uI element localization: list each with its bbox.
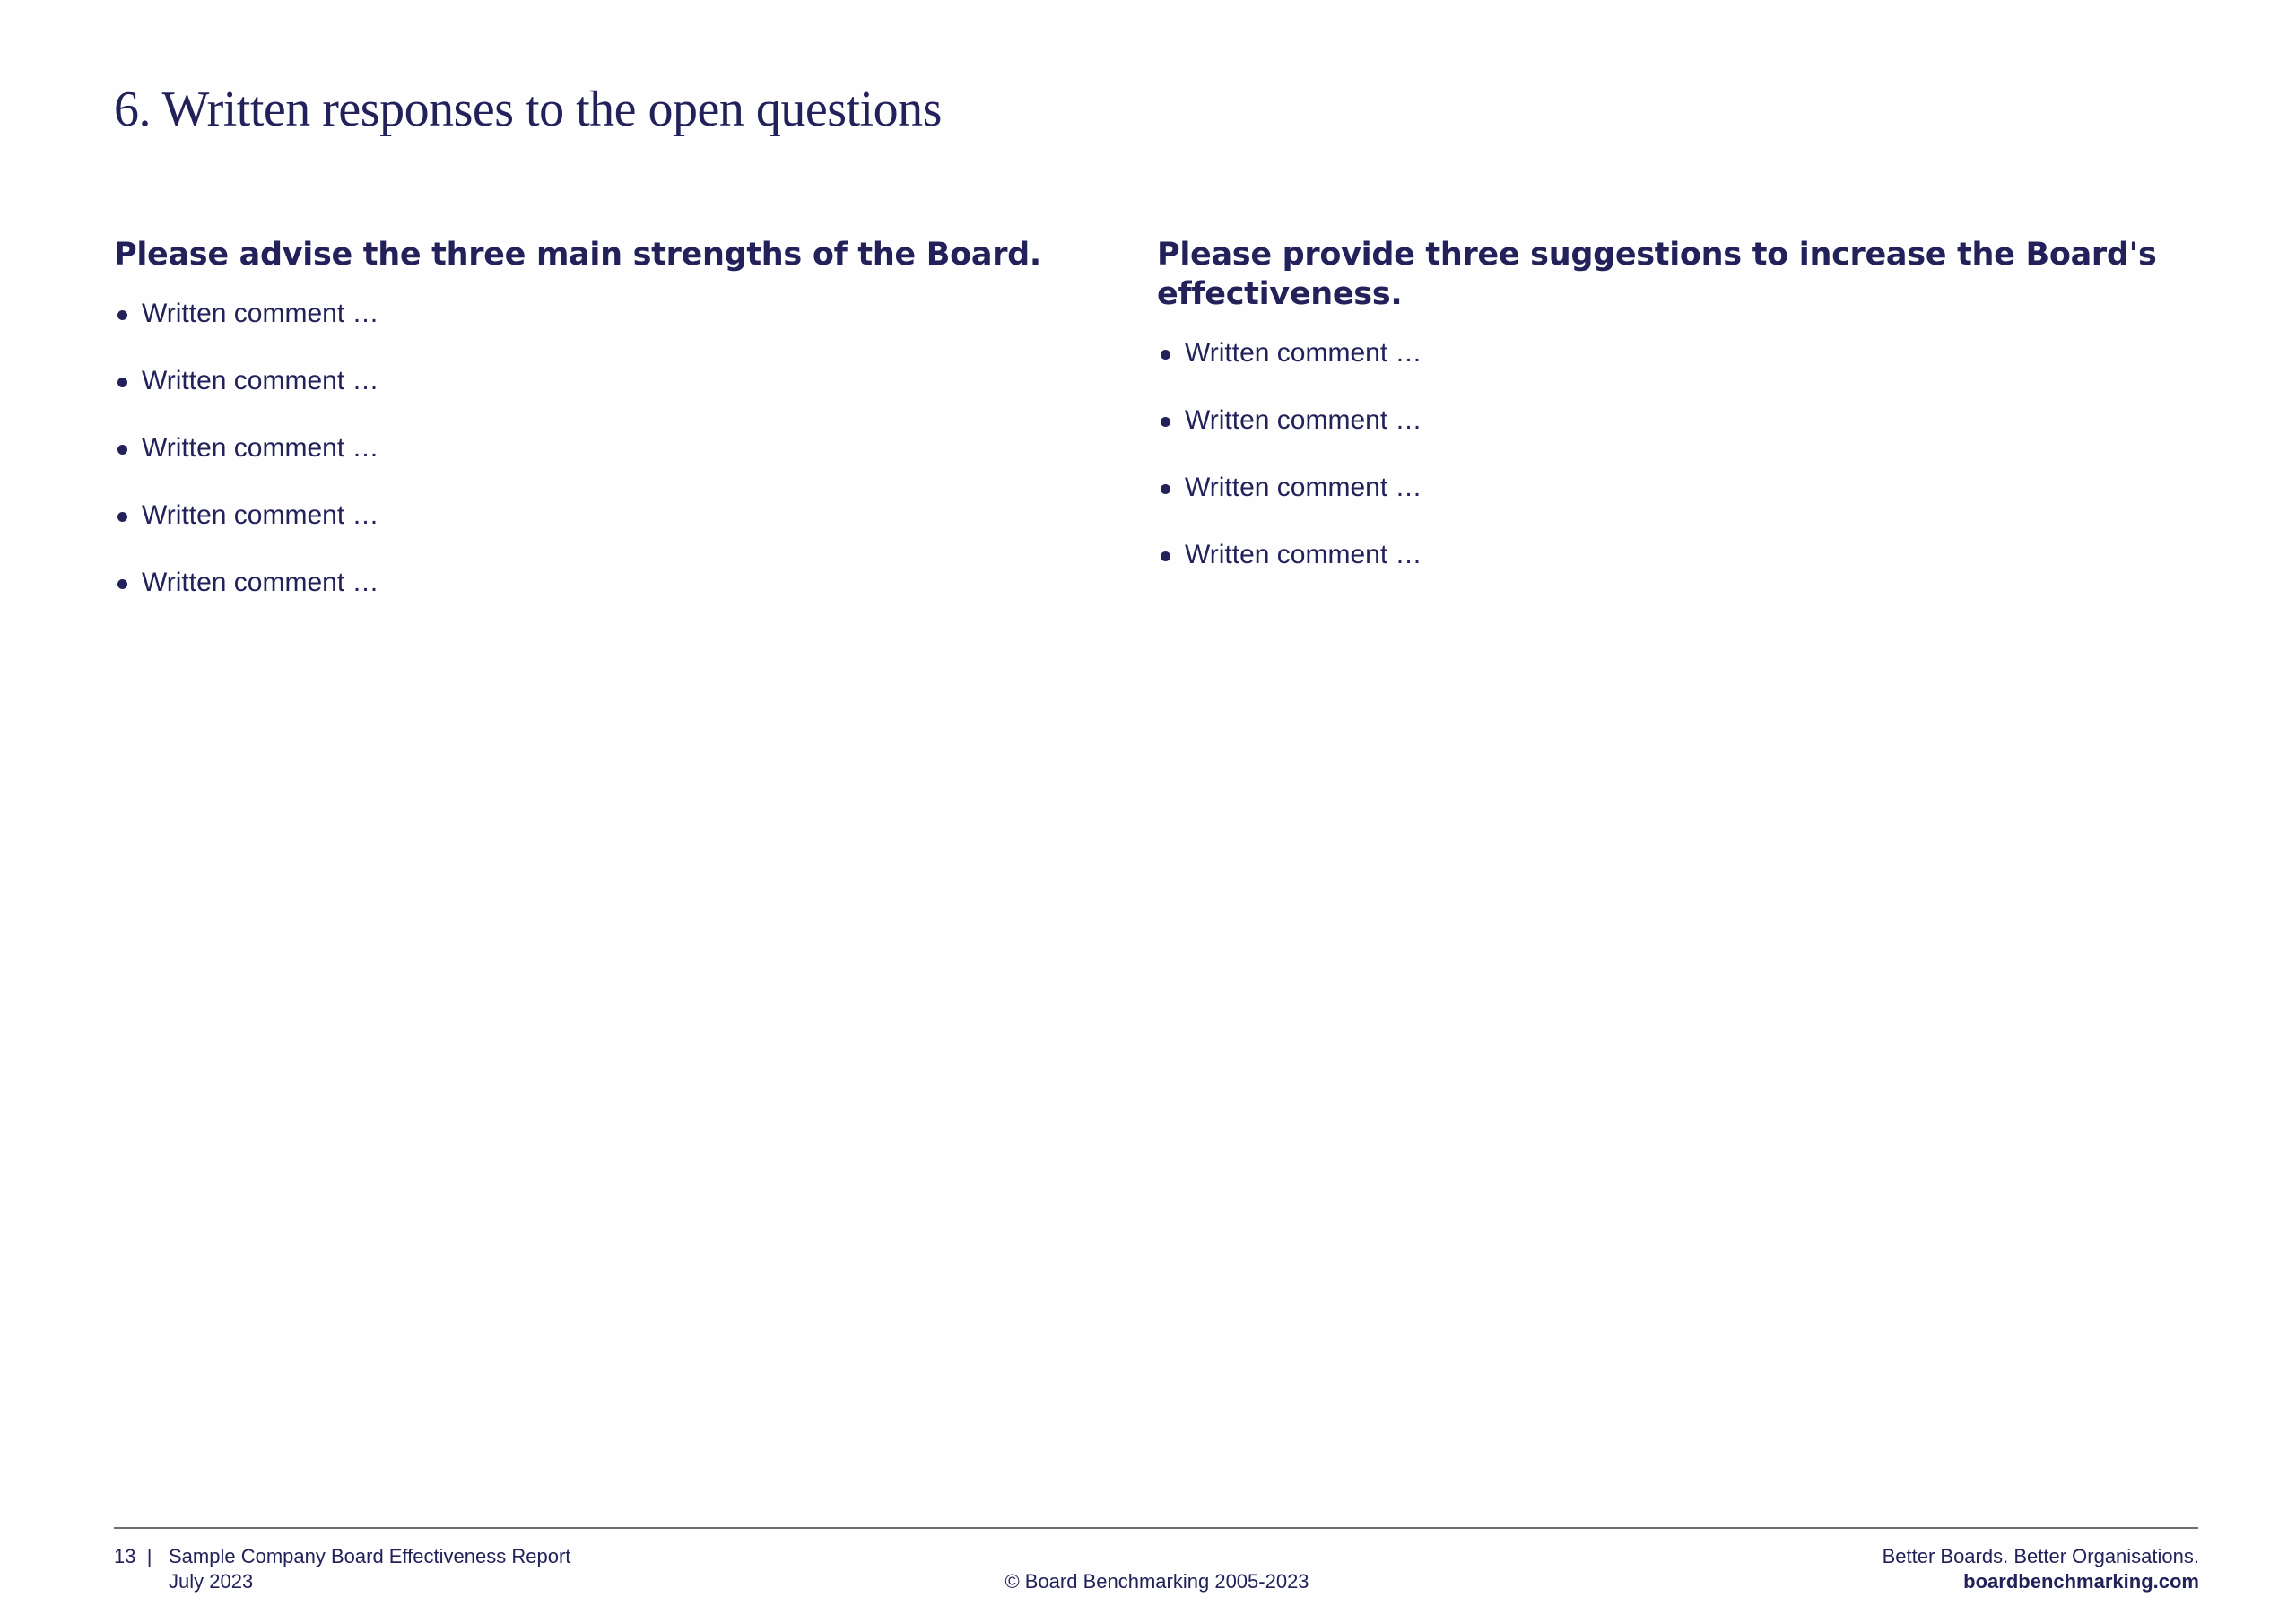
bullet-icon bbox=[1161, 350, 1170, 360]
comment-text: Written comment … bbox=[142, 433, 379, 463]
footer-separator: | bbox=[146, 1545, 152, 1567]
comment-text: Written comment … bbox=[1185, 473, 1422, 502]
list-item bbox=[1157, 539, 2197, 606]
suggestions-question: Please provide three suggestions to increase the Board's effectiveness. bbox=[1157, 237, 2157, 312]
comment-text: Written comment … bbox=[142, 366, 379, 395]
bullet-icon bbox=[117, 512, 127, 522]
list-item bbox=[114, 432, 1065, 499]
bullet-icon bbox=[117, 310, 127, 320]
bullet-icon bbox=[1161, 551, 1170, 561]
footer-branding bbox=[1883, 1544, 2199, 1594]
list-item bbox=[114, 298, 1065, 365]
bullet-icon bbox=[117, 579, 127, 589]
list-item bbox=[1157, 337, 2197, 404]
footer-divider bbox=[114, 1527, 2198, 1529]
suggestions-comment-list bbox=[1157, 337, 2197, 606]
strengths-section bbox=[114, 235, 1065, 634]
comment-text: Written comment … bbox=[1185, 540, 1422, 569]
list-item bbox=[1157, 404, 2197, 472]
list-item bbox=[114, 567, 1065, 634]
report-title: Sample Company Board Effectiveness Report bbox=[169, 1545, 571, 1567]
strengths-question: Please advise the three main strengths of the Board. bbox=[114, 237, 1041, 273]
bullet-icon bbox=[1161, 484, 1170, 494]
comment-text: Written comment … bbox=[142, 299, 379, 328]
comment-text: Written comment … bbox=[1185, 338, 1422, 368]
list-item bbox=[114, 499, 1065, 567]
list-item bbox=[1157, 472, 2197, 539]
suggestions-section bbox=[1157, 235, 2197, 606]
bullet-icon bbox=[117, 445, 127, 455]
page-title: 6. Written responses to the open questions bbox=[114, 82, 942, 137]
footer-first-line bbox=[114, 1544, 570, 1569]
comment-text: Written comment … bbox=[1185, 405, 1422, 435]
footer-tagline: Better Boards. Better Organisations. bbox=[1882, 1545, 2199, 1567]
comment-text: Written comment … bbox=[142, 500, 379, 530]
bullet-icon bbox=[1161, 417, 1170, 427]
page-number: 13 bbox=[114, 1545, 136, 1567]
page-number-group bbox=[114, 1544, 169, 1569]
report-date: July 2023 bbox=[169, 1570, 254, 1593]
comment-text: Written comment … bbox=[142, 568, 379, 597]
footer-copyright: © Board Benchmarking 2005-2023 bbox=[1004, 1570, 1309, 1593]
website-link[interactable]: boardbenchmarking.com bbox=[1963, 1570, 2199, 1593]
list-item bbox=[114, 365, 1065, 432]
strengths-comment-list bbox=[114, 298, 1065, 634]
bullet-icon bbox=[117, 378, 127, 387]
